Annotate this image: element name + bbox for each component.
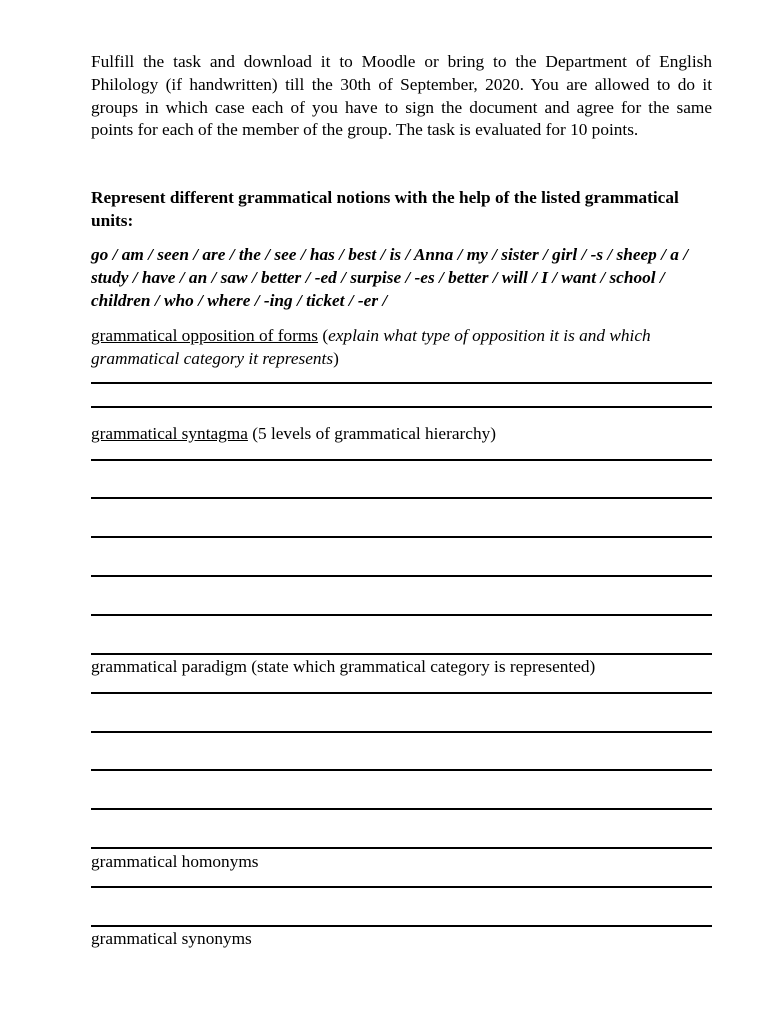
syntagma-section-label — [91, 422, 712, 445]
answer-line[interactable] — [91, 731, 712, 733]
worksheet-page — [91, 0, 712, 1024]
answer-line[interactable] — [91, 406, 712, 408]
syntagma-title: grammatical syntagma — [91, 424, 248, 443]
grammatical-units-list: go / am / seen / are / the / see / has / best / is / Anna / my / sister / girl / -s / sheep / a / study / have / an / saw / better / -ed / surpise / -es / better / will / I / want / school / children / who / where / -ing / ticket / -er / — [91, 245, 689, 310]
answer-line[interactable] — [91, 886, 712, 888]
opposition-close-paren: ) — [333, 349, 339, 368]
answer-line[interactable] — [91, 847, 712, 849]
answer-line[interactable] — [91, 575, 712, 577]
opposition-open-paren: ( — [318, 326, 329, 345]
answer-line[interactable] — [91, 808, 712, 810]
answer-line[interactable] — [91, 536, 712, 538]
paradigm-section-label: grammatical paradigm (state which grammatical category is represented) — [91, 657, 596, 676]
opposition-title: grammatical opposition of forms — [91, 326, 319, 345]
answer-line[interactable] — [91, 497, 712, 499]
answer-line[interactable] — [91, 692, 712, 694]
instructions-paragraph: Fulfill the task and download it to Moodle or bring to the Department of English Philology (if handwritten) till the 30th of September, 2020. You are allowed to do it groups in which case each of you have to sign the document and agree for the same points for each of the member of the group. The task is evaluated for 10 points. — [91, 52, 712, 140]
synonyms-section-label: grammatical synonyms — [91, 929, 252, 948]
homonyms-section-label: grammatical homonyms — [91, 852, 259, 871]
opposition-note: explain what type of opposition it is and which grammatical category it represents — [91, 326, 651, 368]
answer-line[interactable] — [91, 769, 712, 771]
opposition-section-label — [91, 324, 712, 370]
answer-line[interactable] — [91, 614, 712, 616]
task-heading: Represent different grammatical notions with the help of the listed grammatical units: — [91, 188, 679, 230]
answer-line[interactable] — [91, 382, 712, 384]
syntagma-note: (5 levels of grammatical hierarchy) — [247, 424, 496, 443]
answer-line[interactable] — [91, 459, 712, 461]
